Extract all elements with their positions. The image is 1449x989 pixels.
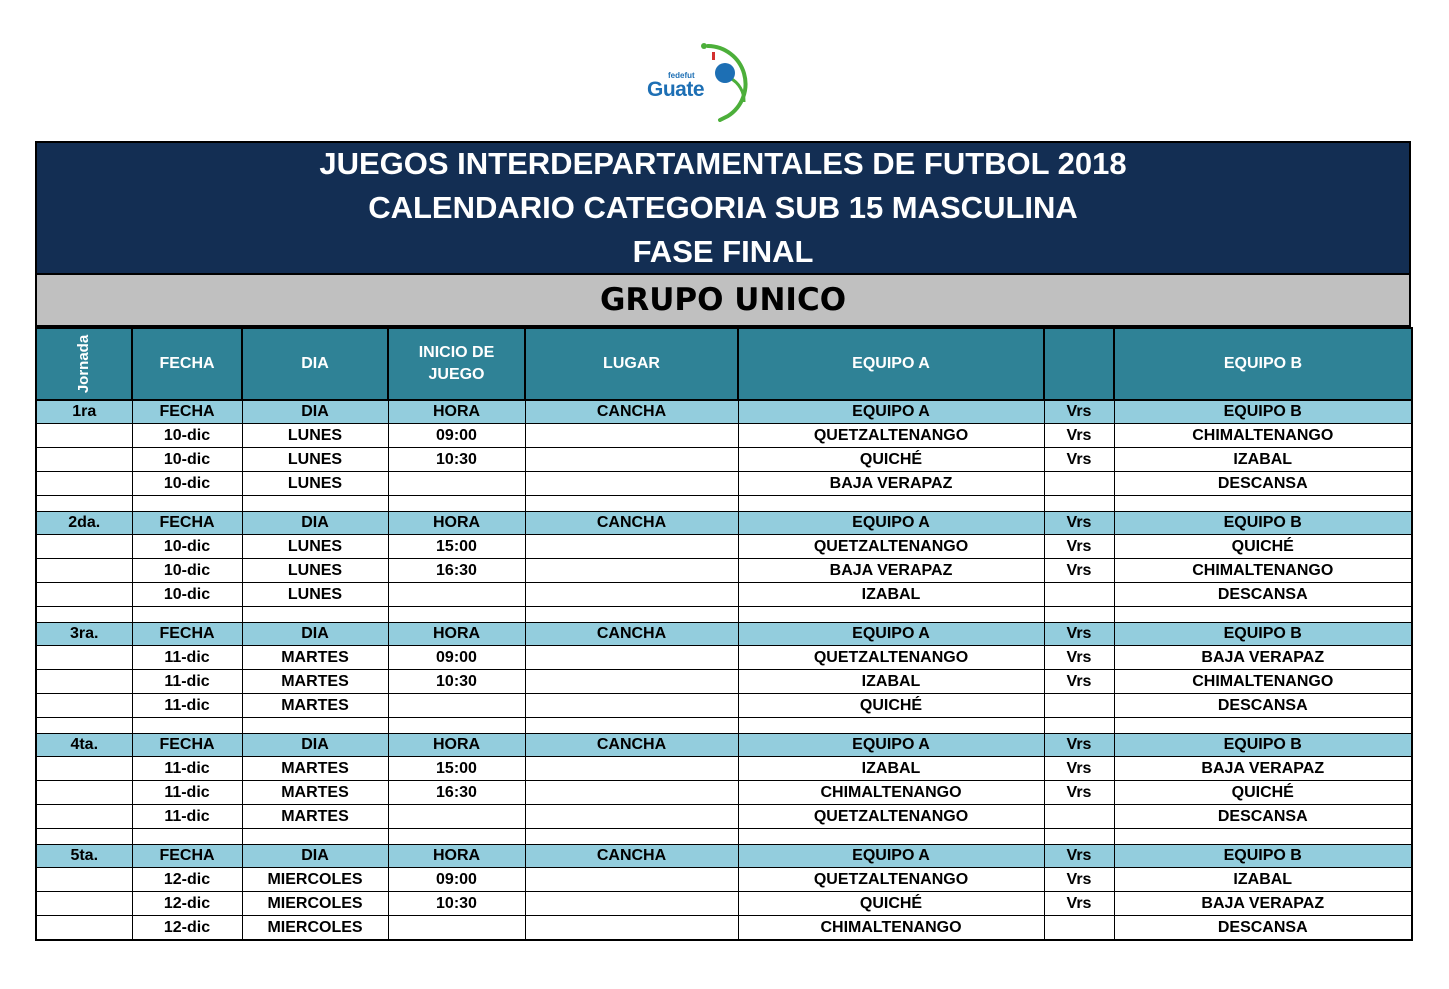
round-header-dia: DIA xyxy=(242,400,388,424)
cell-equipo-a: QUICHÉ xyxy=(738,694,1044,718)
cell-vs xyxy=(1044,583,1114,607)
round-header-row xyxy=(36,734,1412,757)
cell-equipo-b: BAJA VERAPAZ xyxy=(1114,757,1412,781)
round-header-dia: DIA xyxy=(242,512,388,535)
round-header-vs: Vrs xyxy=(1044,400,1114,424)
cell-equipo-b: BAJA VERAPAZ xyxy=(1114,646,1412,670)
cell-fecha: 12-dic xyxy=(132,916,242,941)
cell-lugar xyxy=(525,646,738,670)
cell-jornada xyxy=(36,781,132,805)
cell-dia: MARTES xyxy=(242,694,388,718)
cell-vs: Vrs xyxy=(1044,424,1114,448)
spacer-cell xyxy=(738,607,1044,623)
cell-dia: MIERCOLES xyxy=(242,916,388,941)
round-header-equipo-b: EQUIPO B xyxy=(1114,400,1412,424)
round-header-equipo-a: EQUIPO A xyxy=(738,400,1044,424)
cell-lugar xyxy=(525,670,738,694)
spacer-cell xyxy=(132,607,242,623)
table-row xyxy=(36,916,1412,941)
cell-equipo-a: CHIMALTENANGO xyxy=(738,916,1044,941)
cell-hora xyxy=(388,694,525,718)
spacer-cell xyxy=(36,718,132,734)
cell-equipo-a: QUETZALTENANGO xyxy=(738,646,1044,670)
table-row xyxy=(36,535,1412,559)
header-dia: DIA xyxy=(242,328,388,400)
round-header-jornada: 2da. xyxy=(36,512,132,535)
header-equipo-a: EQUIPO A xyxy=(738,328,1044,400)
round-header-equipo-b: EQUIPO B xyxy=(1114,512,1412,535)
cell-dia: LUNES xyxy=(242,424,388,448)
cell-fecha: 11-dic xyxy=(132,694,242,718)
table-row xyxy=(36,646,1412,670)
header-lugar: LUGAR xyxy=(525,328,738,400)
cell-lugar xyxy=(525,916,738,941)
round-header-vs: Vrs xyxy=(1044,512,1114,535)
cell-jornada xyxy=(36,916,132,941)
cell-hora: 15:00 xyxy=(388,535,525,559)
cell-hora xyxy=(388,583,525,607)
cell-vs: Vrs xyxy=(1044,757,1114,781)
table-row xyxy=(36,694,1412,718)
cell-dia: MIERCOLES xyxy=(242,868,388,892)
cell-equipo-b: CHIMALTENANGO xyxy=(1114,559,1412,583)
cell-lugar xyxy=(525,781,738,805)
round-header-fecha: FECHA xyxy=(132,623,242,646)
cell-jornada xyxy=(36,472,132,496)
fedefut-logo xyxy=(640,40,765,122)
spacer-row xyxy=(36,496,1412,512)
round-header-equipo-b: EQUIPO B xyxy=(1114,734,1412,757)
cell-jornada xyxy=(36,805,132,829)
round-header-row xyxy=(36,400,1412,424)
spacer-cell xyxy=(242,829,388,845)
round-header-equipo-b: EQUIPO B xyxy=(1114,623,1412,646)
cell-jornada xyxy=(36,694,132,718)
round-header-lugar: CANCHA xyxy=(525,845,738,868)
round-header-dia: DIA xyxy=(242,845,388,868)
cell-dia: MARTES xyxy=(242,757,388,781)
logo-small-text: fedefut xyxy=(668,71,695,80)
cell-jornada xyxy=(36,535,132,559)
spacer-cell xyxy=(36,829,132,845)
cell-fecha: 11-dic xyxy=(132,805,242,829)
cell-lugar xyxy=(525,424,738,448)
cell-equipo-b: IZABAL xyxy=(1114,448,1412,472)
cell-vs: Vrs xyxy=(1044,535,1114,559)
spacer-cell xyxy=(1044,496,1114,512)
round-header-fecha: FECHA xyxy=(132,734,242,757)
round-header-equipo-a: EQUIPO A xyxy=(738,512,1044,535)
cell-equipo-b: BAJA VERAPAZ xyxy=(1114,892,1412,916)
cell-lugar xyxy=(525,694,738,718)
table-row xyxy=(36,892,1412,916)
cell-vs xyxy=(1044,694,1114,718)
cell-jornada xyxy=(36,448,132,472)
round-header-lugar: CANCHA xyxy=(525,400,738,424)
spacer-cell xyxy=(1044,718,1114,734)
cell-vs: Vrs xyxy=(1044,559,1114,583)
cell-jornada xyxy=(36,646,132,670)
cell-equipo-b: DESCANSA xyxy=(1114,583,1412,607)
round-header-row xyxy=(36,623,1412,646)
spacer-cell xyxy=(242,607,388,623)
cell-hora xyxy=(388,472,525,496)
round-header-lugar: CANCHA xyxy=(525,623,738,646)
cell-hora: 10:30 xyxy=(388,670,525,694)
table-row xyxy=(36,559,1412,583)
spacer-cell xyxy=(738,829,1044,845)
cell-jornada xyxy=(36,559,132,583)
spacer-cell xyxy=(1044,607,1114,623)
cell-fecha: 11-dic xyxy=(132,646,242,670)
round-header-dia: DIA xyxy=(242,734,388,757)
cell-equipo-b: DESCANSA xyxy=(1114,916,1412,941)
spacer-row xyxy=(36,829,1412,845)
cell-fecha: 11-dic xyxy=(132,670,242,694)
cell-vs: Vrs xyxy=(1044,646,1114,670)
cell-dia: MARTES xyxy=(242,646,388,670)
cell-fecha: 10-dic xyxy=(132,448,242,472)
round-header-jornada: 5ta. xyxy=(36,845,132,868)
cell-lugar xyxy=(525,757,738,781)
cell-equipo-a: BAJA VERAPAZ xyxy=(738,559,1044,583)
spacer-cell xyxy=(525,829,738,845)
cell-lugar xyxy=(525,892,738,916)
round-header-jornada: 3ra. xyxy=(36,623,132,646)
round-header-fecha: FECHA xyxy=(132,845,242,868)
cell-equipo-a: QUETZALTENANGO xyxy=(738,868,1044,892)
cell-equipo-a: IZABAL xyxy=(738,583,1044,607)
spacer-cell xyxy=(388,829,525,845)
title-line-1: JUEGOS INTERDEPARTAMENTALES DE FUTBOL 2018 xyxy=(319,146,1127,181)
cell-lugar xyxy=(525,583,738,607)
cell-fecha: 12-dic xyxy=(132,868,242,892)
header-jornada: Jornada xyxy=(36,328,132,400)
round-header-hora: HORA xyxy=(388,512,525,535)
round-header-lugar: CANCHA xyxy=(525,734,738,757)
round-header-equipo-b: EQUIPO B xyxy=(1114,845,1412,868)
spacer-cell xyxy=(1114,607,1412,623)
spacer-cell xyxy=(525,496,738,512)
cell-vs: Vrs xyxy=(1044,868,1114,892)
round-header-fecha: FECHA xyxy=(132,400,242,424)
cell-jornada xyxy=(36,583,132,607)
cell-lugar xyxy=(525,535,738,559)
title-line-3: FASE FINAL xyxy=(632,234,814,269)
schedule-body xyxy=(36,400,1412,940)
cell-jornada xyxy=(36,868,132,892)
spacer-cell xyxy=(1114,496,1412,512)
round-header-hora: HORA xyxy=(388,734,525,757)
spacer-cell xyxy=(132,718,242,734)
cell-dia: LUNES xyxy=(242,583,388,607)
cell-fecha: 10-dic xyxy=(132,535,242,559)
cell-equipo-b: DESCANSA xyxy=(1114,472,1412,496)
spacer-cell xyxy=(525,607,738,623)
cell-equipo-a: QUICHÉ xyxy=(738,448,1044,472)
cell-vs: Vrs xyxy=(1044,448,1114,472)
spacer-cell xyxy=(738,496,1044,512)
spacer-cell xyxy=(1114,829,1412,845)
cell-lugar xyxy=(525,805,738,829)
cell-lugar xyxy=(525,448,738,472)
cell-equipo-b: CHIMALTENANGO xyxy=(1114,670,1412,694)
cell-vs: Vrs xyxy=(1044,781,1114,805)
table-row xyxy=(36,670,1412,694)
table-row xyxy=(36,781,1412,805)
cell-dia: MARTES xyxy=(242,781,388,805)
spacer-cell xyxy=(1044,829,1114,845)
table-row xyxy=(36,805,1412,829)
cell-equipo-a: IZABAL xyxy=(738,757,1044,781)
cell-lugar xyxy=(525,868,738,892)
table-row xyxy=(36,472,1412,496)
title-line-2: CALENDARIO CATEGORIA SUB 15 MASCULINA xyxy=(368,190,1078,225)
cell-equipo-a: QUETZALTENANGO xyxy=(738,535,1044,559)
cell-jornada xyxy=(36,424,132,448)
cell-hora: 16:30 xyxy=(388,781,525,805)
cell-equipo-a: QUICHÉ xyxy=(738,892,1044,916)
round-header-equipo-a: EQUIPO A xyxy=(738,734,1044,757)
round-header-equipo-a: EQUIPO A xyxy=(738,845,1044,868)
spacer-cell xyxy=(132,829,242,845)
cell-hora: 10:30 xyxy=(388,892,525,916)
header-equipo-b: EQUIPO B xyxy=(1114,328,1412,400)
cell-vs xyxy=(1044,472,1114,496)
cell-equipo-b: IZABAL xyxy=(1114,868,1412,892)
cell-lugar xyxy=(525,559,738,583)
spacer-cell xyxy=(388,496,525,512)
header-inicio: INICIO DE JUEGO xyxy=(388,328,525,400)
round-header-jornada: 4ta. xyxy=(36,734,132,757)
spacer-cell xyxy=(525,718,738,734)
round-header-lugar: CANCHA xyxy=(525,512,738,535)
spacer-row xyxy=(36,607,1412,623)
cell-dia: MIERCOLES xyxy=(242,892,388,916)
cell-dia: LUNES xyxy=(242,559,388,583)
cell-hora: 10:30 xyxy=(388,448,525,472)
spacer-cell xyxy=(242,496,388,512)
cell-hora: 15:00 xyxy=(388,757,525,781)
cell-fecha: 11-dic xyxy=(132,781,242,805)
cell-equipo-a: CHIMALTENANGO xyxy=(738,781,1044,805)
round-header-equipo-a: EQUIPO A xyxy=(738,623,1044,646)
cell-fecha: 10-dic xyxy=(132,583,242,607)
cell-lugar xyxy=(525,472,738,496)
cell-equipo-b: CHIMALTENANGO xyxy=(1114,424,1412,448)
cell-equipo-a: IZABAL xyxy=(738,670,1044,694)
cell-fecha: 10-dic xyxy=(132,472,242,496)
title-banner xyxy=(35,141,1411,275)
cell-vs xyxy=(1044,916,1114,941)
cell-fecha: 10-dic xyxy=(132,424,242,448)
spacer-cell xyxy=(388,718,525,734)
cell-hora xyxy=(388,805,525,829)
round-header-vs: Vrs xyxy=(1044,845,1114,868)
spacer-cell xyxy=(738,718,1044,734)
cell-hora: 09:00 xyxy=(388,646,525,670)
round-header-dia: DIA xyxy=(242,623,388,646)
spacer-cell xyxy=(36,607,132,623)
cell-fecha: 10-dic xyxy=(132,559,242,583)
cell-equipo-b: DESCANSA xyxy=(1114,694,1412,718)
table-row xyxy=(36,583,1412,607)
round-header-hora: HORA xyxy=(388,623,525,646)
table-row xyxy=(36,424,1412,448)
cell-vs xyxy=(1044,805,1114,829)
header-fecha: FECHA xyxy=(132,328,242,400)
group-title: GRUPO UNICO xyxy=(35,275,1411,327)
table-row xyxy=(36,868,1412,892)
round-header-fecha: FECHA xyxy=(132,512,242,535)
cell-jornada xyxy=(36,892,132,916)
spacer-cell xyxy=(1114,718,1412,734)
cell-fecha: 11-dic xyxy=(132,757,242,781)
cell-hora: 16:30 xyxy=(388,559,525,583)
cell-vs: Vrs xyxy=(1044,670,1114,694)
round-header-hora: HORA xyxy=(388,845,525,868)
header-vs xyxy=(1044,328,1114,400)
cell-jornada xyxy=(36,670,132,694)
table-row xyxy=(36,757,1412,781)
schedule-sheet xyxy=(35,141,1411,941)
round-header-jornada: 1ra xyxy=(36,400,132,424)
schedule-table xyxy=(35,327,1413,941)
round-header-hora: HORA xyxy=(388,400,525,424)
cell-fecha: 12-dic xyxy=(132,892,242,916)
cell-vs: Vrs xyxy=(1044,892,1114,916)
round-header-vs: Vrs xyxy=(1044,623,1114,646)
spacer-cell xyxy=(388,607,525,623)
round-header-vs: Vrs xyxy=(1044,734,1114,757)
spacer-row xyxy=(36,718,1412,734)
cell-dia: MARTES xyxy=(242,670,388,694)
cell-dia: LUNES xyxy=(242,535,388,559)
cell-hora xyxy=(388,916,525,941)
cell-equipo-a: QUETZALTENANGO xyxy=(738,424,1044,448)
cell-dia: LUNES xyxy=(242,472,388,496)
cell-equipo-b: QUICHÉ xyxy=(1114,535,1412,559)
cell-dia: LUNES xyxy=(242,448,388,472)
logo-text: Guate xyxy=(647,78,705,101)
round-header-row xyxy=(36,845,1412,868)
cell-dia: MARTES xyxy=(242,805,388,829)
cell-hora: 09:00 xyxy=(388,868,525,892)
cell-hora: 09:00 xyxy=(388,424,525,448)
cell-equipo-a: BAJA VERAPAZ xyxy=(738,472,1044,496)
cell-jornada xyxy=(36,757,132,781)
cell-equipo-b: DESCANSA xyxy=(1114,805,1412,829)
round-header-row xyxy=(36,512,1412,535)
cell-equipo-b: QUICHÉ xyxy=(1114,781,1412,805)
cell-equipo-a: QUETZALTENANGO xyxy=(738,805,1044,829)
column-header-row xyxy=(36,328,1412,400)
spacer-cell xyxy=(242,718,388,734)
spacer-cell xyxy=(36,496,132,512)
table-row xyxy=(36,448,1412,472)
spacer-cell xyxy=(132,496,242,512)
